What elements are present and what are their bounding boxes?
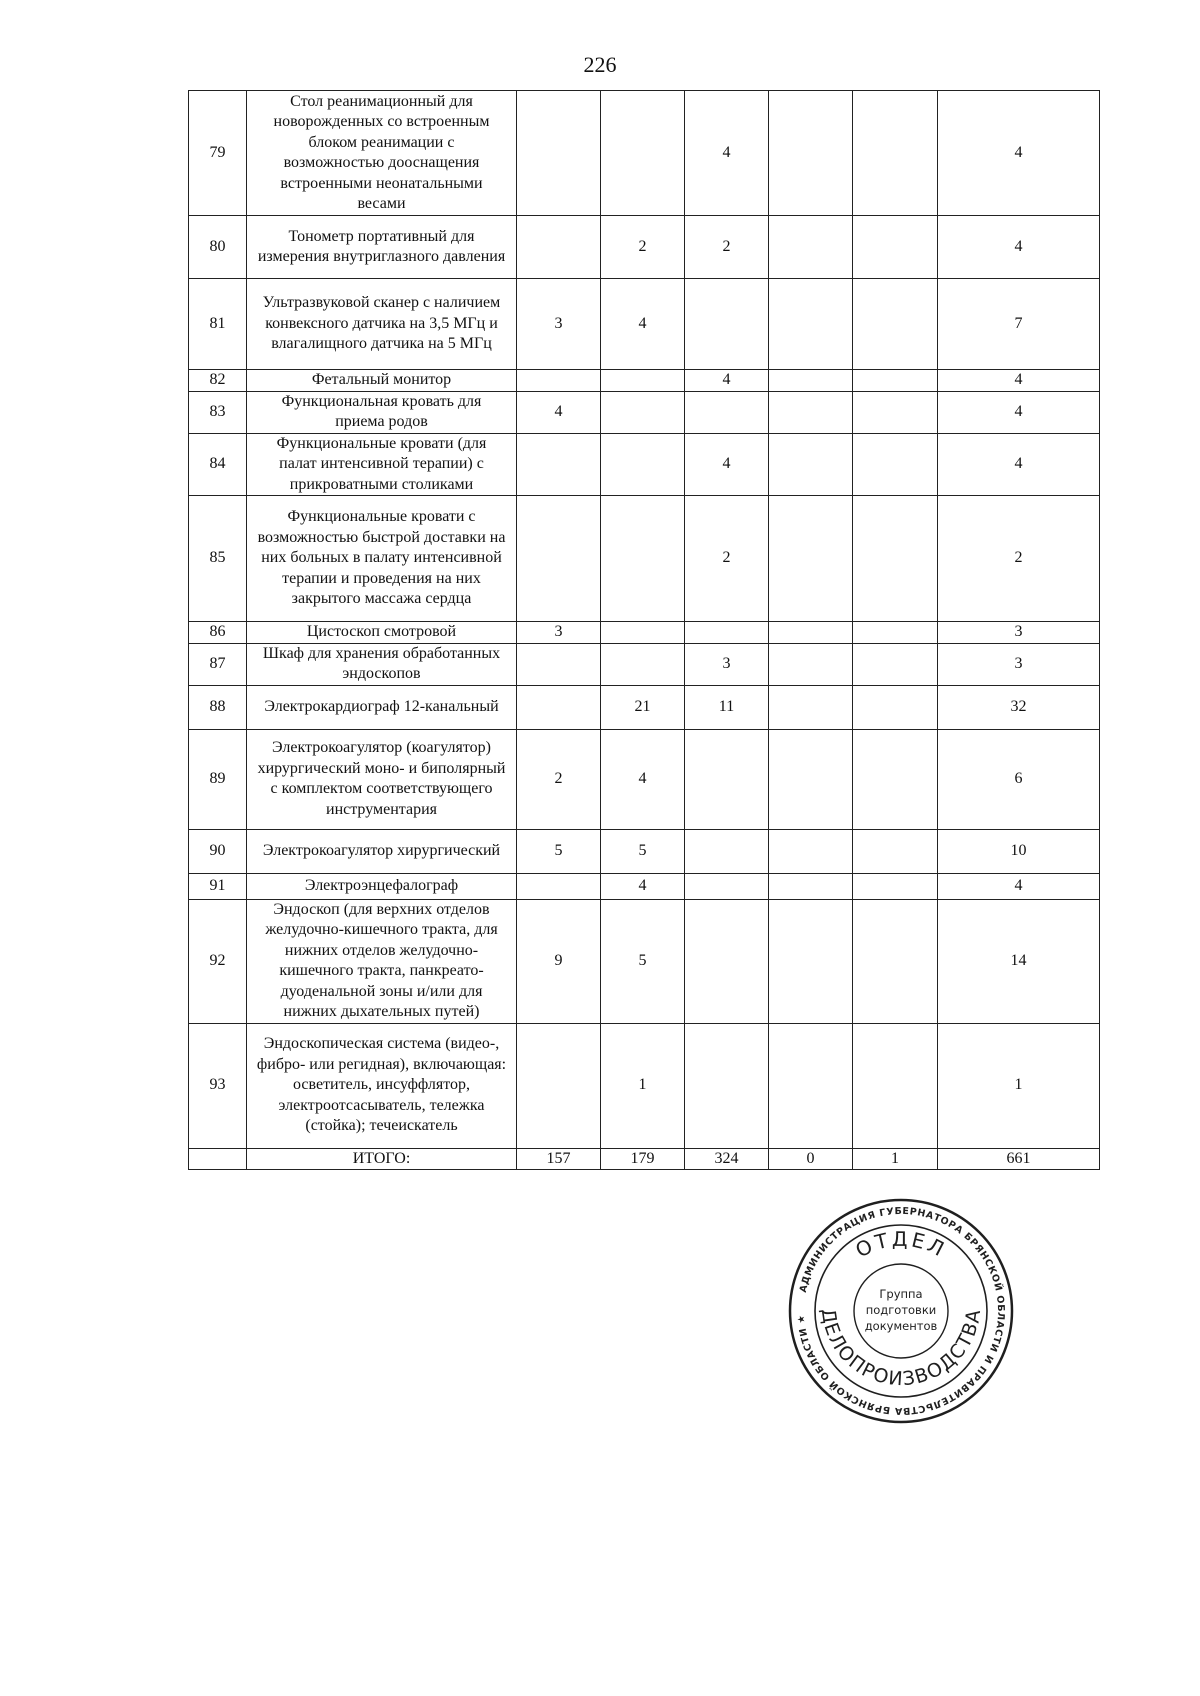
quantity-col-2: 21 — [601, 685, 685, 729]
quantity-col-4 — [769, 370, 853, 392]
equipment-name-line: с комплектом соответствующего — [270, 780, 493, 797]
row-total: 14 — [938, 899, 1100, 1023]
equipment-name — [247, 391, 517, 433]
quantity-col-4 — [769, 91, 853, 216]
table-row — [189, 622, 1100, 644]
grand-total: 661 — [938, 1148, 1100, 1170]
equipment-name-line: возможностью дооснащения — [283, 154, 480, 171]
office-stamp — [786, 1196, 1016, 1426]
quantity-col-3 — [685, 1023, 769, 1148]
quantity-col-2: 5 — [601, 899, 685, 1023]
quantity-col-2 — [601, 391, 685, 433]
stamp-arc-main: ДЕЛОПРОИЗВОДСТВА — [816, 1306, 986, 1391]
quantity-col-2 — [601, 370, 685, 392]
equipment-table — [188, 90, 1100, 1170]
stamp-center-line-3: документов — [864, 1319, 938, 1333]
equipment-name-line: (стойка); течеискатель — [305, 1117, 458, 1135]
table-row — [189, 91, 1100, 216]
quantity-col-5 — [853, 91, 938, 216]
equipment-name — [247, 829, 517, 873]
equipment-name-line: Фетальный монитор — [311, 371, 452, 388]
quantity-col-2 — [601, 496, 685, 622]
quantity-col-5 — [853, 496, 938, 622]
totals-row — [189, 1148, 1100, 1170]
quantity-col-5 — [853, 829, 938, 873]
row-total: 4 — [938, 873, 1100, 899]
stamp-outer-text: АДМИНИСТРАЦИЯ ГУБЕРНАТОРА БРЯНСКОЙ ОБЛАСТИ И ПРАВИТЕЛЬСТВА БРЯНСКОЙ ОБЛАСТИ ★ — [795, 1205, 1007, 1417]
quantity-col-3 — [685, 279, 769, 370]
row-number: 91 — [189, 873, 247, 899]
totals-col-5: 1 — [853, 1148, 938, 1170]
stamp-arc-top: ОТДЕЛ — [851, 1226, 951, 1263]
equipment-name-line: нижних отделов желудочно- — [284, 941, 479, 959]
quantity-col-1: 4 — [517, 391, 601, 433]
row-number: 88 — [189, 685, 247, 729]
quantity-col-5 — [853, 1023, 938, 1148]
equipment-name — [247, 216, 517, 279]
quantity-col-2 — [601, 622, 685, 644]
equipment-name-line: электроотсасыватель, тележка — [278, 1096, 485, 1114]
equipment-name-line: Шкаф для хранения обработанных — [262, 644, 501, 662]
quantity-col-5 — [853, 370, 938, 392]
quantity-col-4 — [769, 1023, 853, 1148]
quantity-col-5 — [853, 873, 938, 899]
equipment-name-line: инструментария — [326, 800, 437, 818]
quantity-col-2: 4 — [601, 729, 685, 829]
totals-col-3: 324 — [685, 1148, 769, 1170]
equipment-name-line: Цистоскоп смотровой — [306, 623, 457, 640]
equipment-name — [247, 496, 517, 622]
equipment-name-line: Эндоскоп (для верхних отделов — [273, 900, 490, 918]
row-total: 6 — [938, 729, 1100, 829]
equipment-name — [247, 643, 517, 685]
equipment-name-line: эндоскопов — [342, 665, 421, 682]
row-number: 93 — [189, 1023, 247, 1148]
equipment-name-line: них больных в палату интенсивной — [261, 549, 502, 567]
row-number: 90 — [189, 829, 247, 873]
quantity-col-1 — [517, 91, 601, 216]
quantity-col-1 — [517, 643, 601, 685]
row-total: 2 — [938, 496, 1100, 622]
quantity-col-4 — [769, 829, 853, 873]
equipment-name-line: закрытого массажа сердца — [291, 590, 472, 608]
table-row — [189, 1023, 1100, 1148]
quantity-col-3 — [685, 729, 769, 829]
quantity-col-1: 9 — [517, 899, 601, 1023]
row-total: 4 — [938, 370, 1100, 392]
equipment-name-line: Электроэнцефалограф — [304, 876, 459, 894]
quantity-col-2 — [601, 643, 685, 685]
quantity-col-2: 4 — [601, 873, 685, 899]
quantity-col-1: 3 — [517, 279, 601, 370]
quantity-col-2: 4 — [601, 279, 685, 370]
table-row — [189, 216, 1100, 279]
quantity-col-5 — [853, 216, 938, 279]
equipment-name-line: хирургический моно- и биполярный — [257, 759, 506, 777]
quantity-col-4 — [769, 496, 853, 622]
equipment-name-line: Функциональная кровать для — [281, 392, 482, 410]
equipment-name — [247, 279, 517, 370]
quantity-col-1: 3 — [517, 622, 601, 644]
quantity-col-1 — [517, 685, 601, 729]
equipment-name-line: Стол реанимационный для — [290, 92, 473, 110]
quantity-col-5 — [853, 279, 938, 370]
equipment-name — [247, 873, 517, 899]
equipment-name-line: Функциональные кровати с — [287, 508, 476, 526]
table-row — [189, 643, 1100, 685]
equipment-name — [247, 729, 517, 829]
row-total: 4 — [938, 216, 1100, 279]
quantity-col-4 — [769, 643, 853, 685]
equipment-name-line: прикроватными столиками — [289, 475, 474, 493]
equipment-name-line: Эндоскопическая система (видео-, — [263, 1035, 500, 1053]
equipment-name-line: осветитель, инсуффлятор, — [293, 1076, 470, 1094]
equipment-name-line: желудочно-кишечного тракта, для — [265, 921, 498, 938]
row-number: 83 — [189, 391, 247, 433]
quantity-col-3 — [685, 829, 769, 873]
quantity-col-4 — [769, 899, 853, 1023]
quantity-col-3: 4 — [685, 370, 769, 392]
equipment-name-line: кишечного тракта, панкреато- — [279, 962, 484, 979]
table-row — [189, 496, 1100, 622]
quantity-col-1 — [517, 1023, 601, 1148]
quantity-col-3: 3 — [685, 643, 769, 685]
quantity-col-3 — [685, 899, 769, 1023]
quantity-col-5 — [853, 729, 938, 829]
table-row — [189, 829, 1100, 873]
equipment-name-line: палат интенсивной терапии) с — [279, 455, 484, 472]
equipment-name — [247, 433, 517, 496]
row-total: 3 — [938, 643, 1100, 685]
table-row — [189, 899, 1100, 1023]
equipment-name-line: Электрокардиограф 12-канальный — [264, 697, 499, 715]
quantity-col-4 — [769, 622, 853, 644]
quantity-col-5 — [853, 899, 938, 1023]
row-number: 92 — [189, 899, 247, 1023]
equipment-name-line: терапии и проведения на них — [282, 569, 481, 587]
quantity-col-4 — [769, 216, 853, 279]
quantity-col-4 — [769, 391, 853, 433]
row-number: 86 — [189, 622, 247, 644]
row-total: 7 — [938, 279, 1100, 370]
table-row — [189, 873, 1100, 899]
equipment-name-line: измерения внутриглазного давления — [257, 248, 506, 265]
quantity-col-5 — [853, 643, 938, 685]
quantity-col-4 — [769, 873, 853, 899]
page-number: 226 — [583, 52, 617, 77]
equipment-name — [247, 1023, 517, 1148]
quantity-col-2 — [601, 91, 685, 216]
quantity-col-5 — [853, 622, 938, 644]
equipment-name-line: Электрокоагулятор хирургический — [262, 841, 501, 859]
equipment-name-line: Функциональные кровати (для — [276, 434, 487, 452]
equipment-name-line: встроенными неонатальными — [280, 174, 483, 192]
table-row — [189, 433, 1100, 496]
row-total: 3 — [938, 622, 1100, 644]
quantity-col-5 — [853, 391, 938, 433]
quantity-col-4 — [769, 279, 853, 370]
equipment-name-line: фибро- или регидная), включающая: — [256, 1055, 507, 1073]
quantity-col-2 — [601, 433, 685, 496]
equipment-name — [247, 685, 517, 729]
row-total: 4 — [938, 391, 1100, 433]
row-number: 85 — [189, 496, 247, 622]
quantity-col-1 — [517, 496, 601, 622]
quantity-col-2: 1 — [601, 1023, 685, 1148]
totals-col-4: 0 — [769, 1148, 853, 1170]
equipment-name — [247, 91, 517, 216]
quantity-col-3: 2 — [685, 496, 769, 622]
equipment-name-line: Электрокоагулятор (коагулятор) — [272, 739, 491, 756]
quantity-col-3: 2 — [685, 216, 769, 279]
equipment-name-line: новорожденных со встроенным — [273, 113, 490, 130]
quantity-col-1: 5 — [517, 829, 601, 873]
equipment-name-line: Тонометр портативный для — [288, 227, 475, 245]
quantity-col-3: 11 — [685, 685, 769, 729]
equipment-name-line: весами — [357, 195, 406, 212]
totals-col-1: 157 — [517, 1148, 601, 1170]
equipment-name-line: конвексного датчика на 3,5 МГц и — [265, 314, 498, 332]
quantity-col-2: 5 — [601, 829, 685, 873]
row-number: 89 — [189, 729, 247, 829]
totals-blank — [189, 1148, 247, 1170]
quantity-col-4 — [769, 729, 853, 829]
table-row — [189, 391, 1100, 433]
row-number: 79 — [189, 91, 247, 216]
equipment-name-line: Ультразвуковой сканер с наличием — [262, 294, 501, 312]
table-row — [189, 729, 1100, 829]
totals-col-2: 179 — [601, 1148, 685, 1170]
quantity-col-5 — [853, 433, 938, 496]
quantity-col-4 — [769, 685, 853, 729]
table-row — [189, 370, 1100, 392]
equipment-name-line: возможностью быстрой доставки на — [257, 528, 506, 546]
equipment-name-line: влагалищного датчика на 5 МГц — [271, 335, 492, 353]
equipment-name-line: приема родов — [335, 413, 428, 430]
table-row — [189, 279, 1100, 370]
equipment-name-line: нижних дыхательных путей) — [283, 1003, 480, 1020]
quantity-col-4 — [769, 433, 853, 496]
quantity-col-1 — [517, 370, 601, 392]
row-number: 81 — [189, 279, 247, 370]
quantity-col-3 — [685, 622, 769, 644]
equipment-name — [247, 370, 517, 392]
row-total: 32 — [938, 685, 1100, 729]
quantity-col-2: 2 — [601, 216, 685, 279]
totals-label: ИТОГО: — [247, 1148, 517, 1170]
quantity-col-5 — [853, 685, 938, 729]
quantity-col-3 — [685, 873, 769, 899]
stamp-center-text — [865, 1287, 938, 1333]
quantity-col-1: 2 — [517, 729, 601, 829]
quantity-col-1 — [517, 216, 601, 279]
row-total: 10 — [938, 829, 1100, 873]
table-row — [189, 685, 1100, 729]
row-total: 1 — [938, 1023, 1100, 1148]
row-total: 4 — [938, 91, 1100, 216]
row-number: 80 — [189, 216, 247, 279]
stamp-center-line-2: подготовки — [865, 1303, 937, 1317]
row-total: 4 — [938, 433, 1100, 496]
quantity-col-3 — [685, 391, 769, 433]
stamp-center-line-1: Группа — [879, 1287, 923, 1301]
equipment-name — [247, 899, 517, 1023]
row-number: 87 — [189, 643, 247, 685]
row-number: 82 — [189, 370, 247, 392]
equipment-name — [247, 622, 517, 644]
quantity-col-1 — [517, 873, 601, 899]
quantity-col-1 — [517, 433, 601, 496]
row-number: 84 — [189, 433, 247, 496]
equipment-name-line: блоком реанимации с — [308, 133, 455, 151]
quantity-col-3: 4 — [685, 433, 769, 496]
equipment-name-line: дуоденальной зоны и/или для — [280, 982, 483, 1000]
quantity-col-3: 4 — [685, 91, 769, 216]
